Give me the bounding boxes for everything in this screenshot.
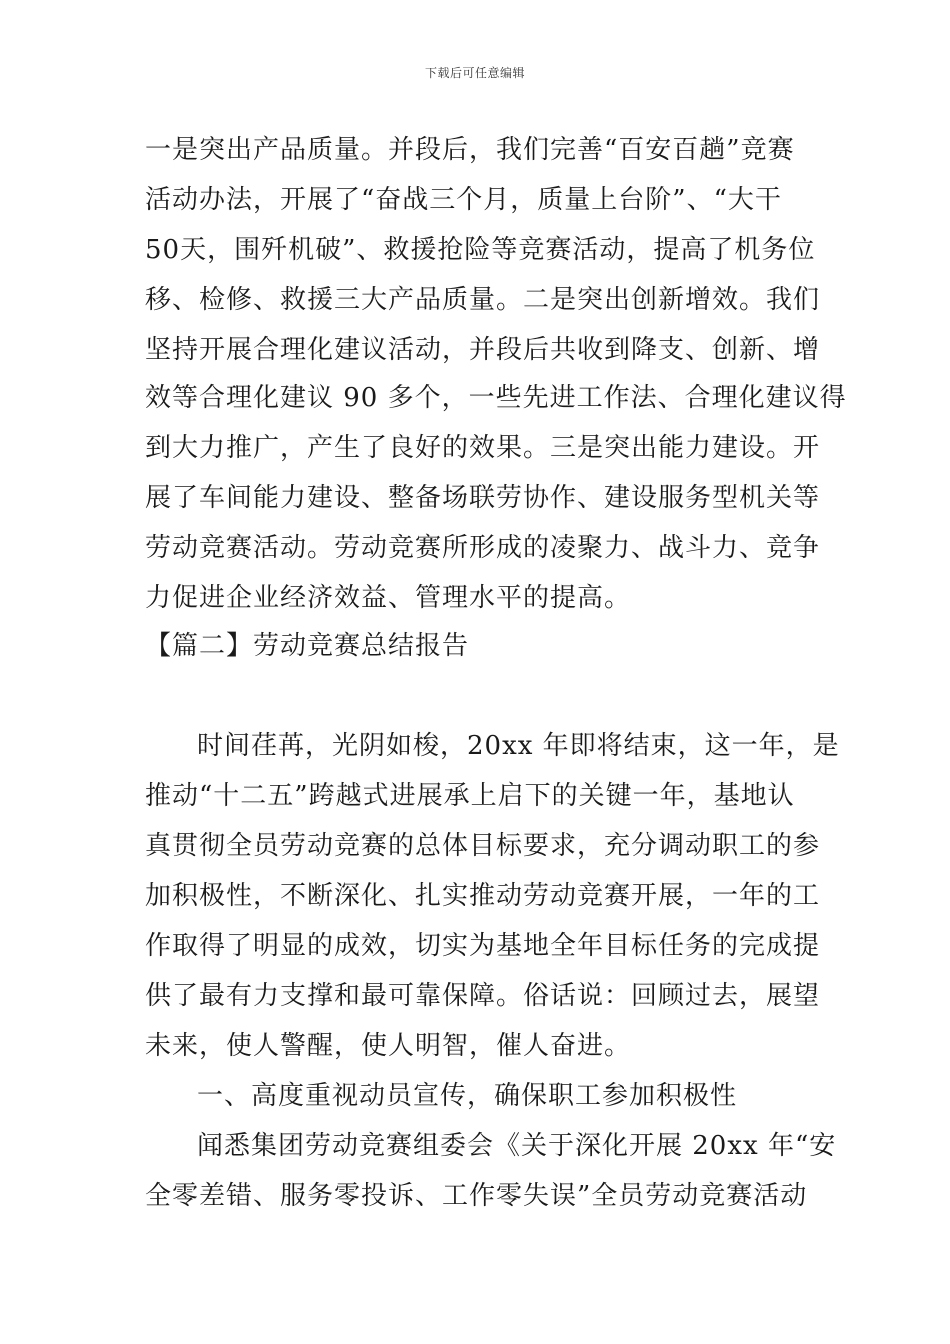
paragraph-line: 一是突出产品质量。并段后，我们完善“百安百趟”竞赛 bbox=[145, 135, 795, 165]
paragraph-line: 全零差错、服务零投诉、工作零失误”全员劳动竞赛活动 bbox=[145, 1181, 808, 1211]
paragraph-line: 加积极性，不断深化、扎实推动劳动竞赛开展，一年的工 bbox=[145, 881, 821, 911]
paragraph-line: 推动“十二五”跨越式进展承上启下的关键一年，基地认 bbox=[145, 781, 795, 811]
paragraph-line: 效等合理化建议 90 多个，一些先进工作法、合理化建议得 bbox=[145, 383, 847, 413]
paragraph-line: 供了最有力支撑和最可靠保障。俗话说：回顾过去，展望 bbox=[145, 981, 821, 1011]
paragraph-line: 展了车间能力建设、整备场联劳协作、建设服务型机关等 bbox=[145, 483, 821, 513]
paragraph-line: 时间荏苒，光阴如梭，20xx 年即将结束，这一年，是 bbox=[197, 731, 840, 761]
paragraph-line: 活动办法，开展了“奋战三个月，质量上台阶”、“大干 bbox=[145, 185, 782, 215]
paragraph-line: 到大力推广，产生了良好的效果。三是突出能力建设。开 bbox=[145, 433, 821, 463]
paragraph-line: 50天，围歼机破”、救援抢险等竞赛活动，提高了机务位 bbox=[145, 235, 816, 265]
paragraph-line: 力促进企业经济效益、管理水平的提高。 bbox=[145, 583, 632, 613]
paragraph-line: 闻悉集团劳动竞赛组委会《关于深化开展 20xx 年“安 bbox=[197, 1131, 837, 1161]
subsection-heading: 一、高度重视动员宣传，确保职工参加积极性 bbox=[197, 1081, 738, 1111]
paragraph-line: 劳动竞赛活动。劳动竞赛所形成的凌聚力、战斗力、竞争 bbox=[145, 533, 821, 563]
paragraph-line: 作取得了明显的成效，切实为基地全年目标任务的完成提 bbox=[145, 931, 821, 961]
paragraph-line: 移、检修、救援三大产品质量。二是突出创新增效。我们 bbox=[145, 285, 821, 315]
page-header: 下载后可任意编辑 bbox=[424, 66, 525, 80]
section-title: 【篇二】劳动竞赛总结报告 bbox=[145, 631, 470, 661]
paragraph-line: 未来，使人警醒，使人明智，催人奋进。 bbox=[145, 1031, 632, 1061]
paragraph-line: 坚持开展合理化建议活动，并段后共收到降支、创新、增 bbox=[145, 335, 821, 365]
paragraph-line: 真贯彻全员劳动竞赛的总体目标要求，充分调动职工的参 bbox=[145, 831, 821, 861]
